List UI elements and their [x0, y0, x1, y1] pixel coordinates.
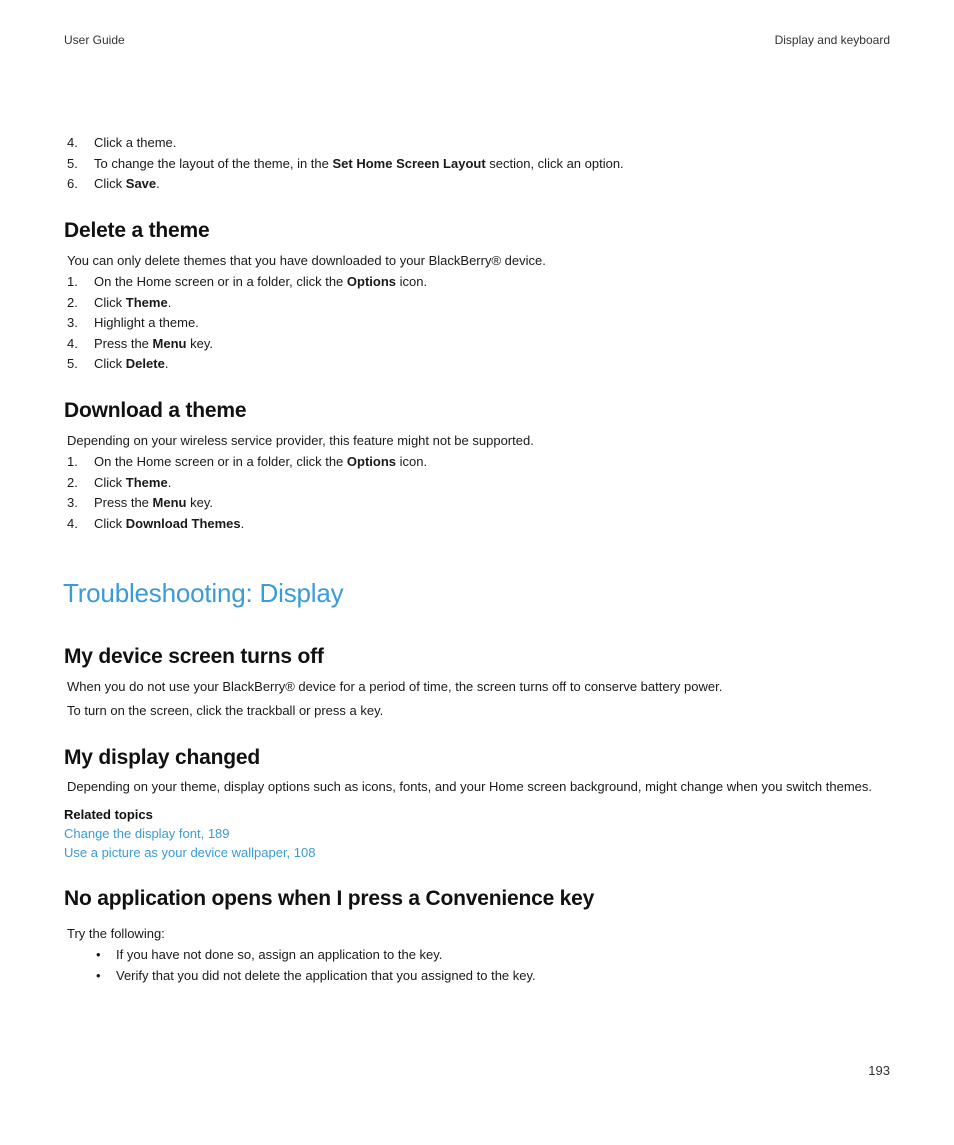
paragraph: To turn on the screen, click the trackball or press a key. [67, 703, 384, 718]
step-number: 4. [67, 335, 78, 351]
intro-steps-block [64, 133, 890, 195]
running-header-section: Display and keyboard [774, 33, 890, 47]
related-link-display-font[interactable]: Change the display font, 189 [64, 826, 230, 841]
step-number: 5. [67, 155, 78, 171]
step-text: . [167, 294, 172, 310]
download-step-list [64, 452, 890, 534]
step-number: 5. [67, 356, 78, 372]
list-item [64, 154, 890, 175]
section-heading-convenience-key: No application opens when I press a Convenience key [64, 887, 595, 910]
step-text: . [167, 474, 172, 490]
ui-term: Theme [125, 474, 168, 490]
ui-term: Download Themes [125, 515, 241, 531]
section-heading-screen-off: My device screen turns off [64, 645, 324, 668]
download-steps-block [64, 452, 890, 534]
list-item [64, 334, 890, 355]
step-text: Click [94, 356, 126, 372]
step-text: Click [94, 176, 126, 192]
step-number: 4. [67, 515, 78, 531]
list-item [64, 473, 890, 494]
step-text: icon. [396, 274, 428, 289]
list-item [64, 493, 890, 514]
step-text: . [164, 356, 169, 372]
section-heading-download-theme: Download a theme [64, 399, 247, 422]
ui-term: Save [125, 176, 157, 192]
step-text: Click a theme. [94, 135, 177, 150]
step-text: On the Home screen or in a folder, click the [94, 274, 347, 289]
list-item [64, 293, 890, 314]
step-number: 1. [67, 274, 78, 289]
list-item [64, 965, 890, 986]
step-number: 4. [67, 135, 78, 150]
list-item [64, 452, 890, 473]
step-text: On the Home screen or in a folder, click the [94, 454, 347, 469]
ui-term: Theme [125, 294, 168, 310]
step-number: 1. [67, 454, 78, 469]
bullet-icon: • [96, 947, 101, 962]
ui-term: Menu [152, 495, 187, 511]
bullet-icon: • [96, 968, 101, 983]
related-link-wallpaper[interactable]: Use a picture as your device wallpaper, 108 [64, 845, 316, 860]
list-item [64, 944, 890, 965]
list-item [64, 174, 890, 195]
step-text: Click [94, 474, 126, 490]
ui-term: Delete [125, 356, 165, 372]
section-heading-delete-theme: Delete a theme [64, 219, 210, 242]
convenience-bullets-block [64, 944, 890, 986]
bullet-text: If you have not done so, assign an application to the key. [116, 947, 443, 962]
step-text: Press the [94, 335, 153, 351]
step-number: 2. [67, 474, 78, 490]
step-number: 6. [67, 176, 78, 192]
step-number: 3. [67, 495, 78, 511]
step-text: . [156, 176, 160, 192]
ui-term: Set Home Screen Layout [332, 155, 486, 171]
step-text: key. [186, 335, 213, 351]
step-number: 2. [67, 294, 78, 310]
step-text: key. [186, 495, 213, 511]
step-text: Highlight a theme. [94, 315, 199, 331]
chapter-heading-troubleshooting: Troubleshooting: Display [63, 578, 344, 608]
step-text: section, click an option. [485, 155, 624, 171]
ui-term: Menu [152, 335, 187, 351]
bullet-text: Verify that you did not delete the application that you assigned to the key. [116, 968, 536, 983]
section-intro: Depending on your wireless service provider, this feature might not be supported. [67, 433, 534, 448]
list-item [64, 272, 890, 293]
step-text: . [240, 515, 245, 531]
related-topics-title: Related topics [64, 807, 153, 822]
page-number: 193 [868, 1063, 890, 1078]
delete-step-list [64, 272, 890, 375]
step-text: Press the [94, 495, 153, 511]
section-intro: You can only delete themes that you have downloaded to your BlackBerry® device. [67, 253, 546, 268]
step-number: 3. [67, 315, 78, 331]
ui-term: Options [346, 274, 397, 289]
intro-step-list [64, 133, 890, 195]
list-item [64, 133, 890, 154]
list-item [64, 514, 890, 535]
list-item [64, 354, 890, 375]
step-text: To change the layout of the theme, in the [94, 155, 333, 171]
ui-term: Options [346, 454, 397, 469]
delete-steps-block [64, 272, 890, 375]
paragraph: Depending on your theme, display options such as icons, fonts, and your Home screen background, might change when you switch themes. [67, 779, 873, 794]
running-header-title: User Guide [64, 33, 125, 47]
bullet-list [64, 944, 890, 986]
step-text: icon. [396, 454, 428, 469]
step-text: Click [94, 294, 126, 310]
step-text: Click [94, 515, 126, 531]
section-heading-display-changed: My display changed [64, 746, 260, 769]
paragraph: Try the following: [67, 926, 165, 941]
list-item [64, 313, 890, 334]
paragraph: When you do not use your BlackBerry® device for a period of time, the screen turns off to conserve battery power. [67, 679, 723, 694]
